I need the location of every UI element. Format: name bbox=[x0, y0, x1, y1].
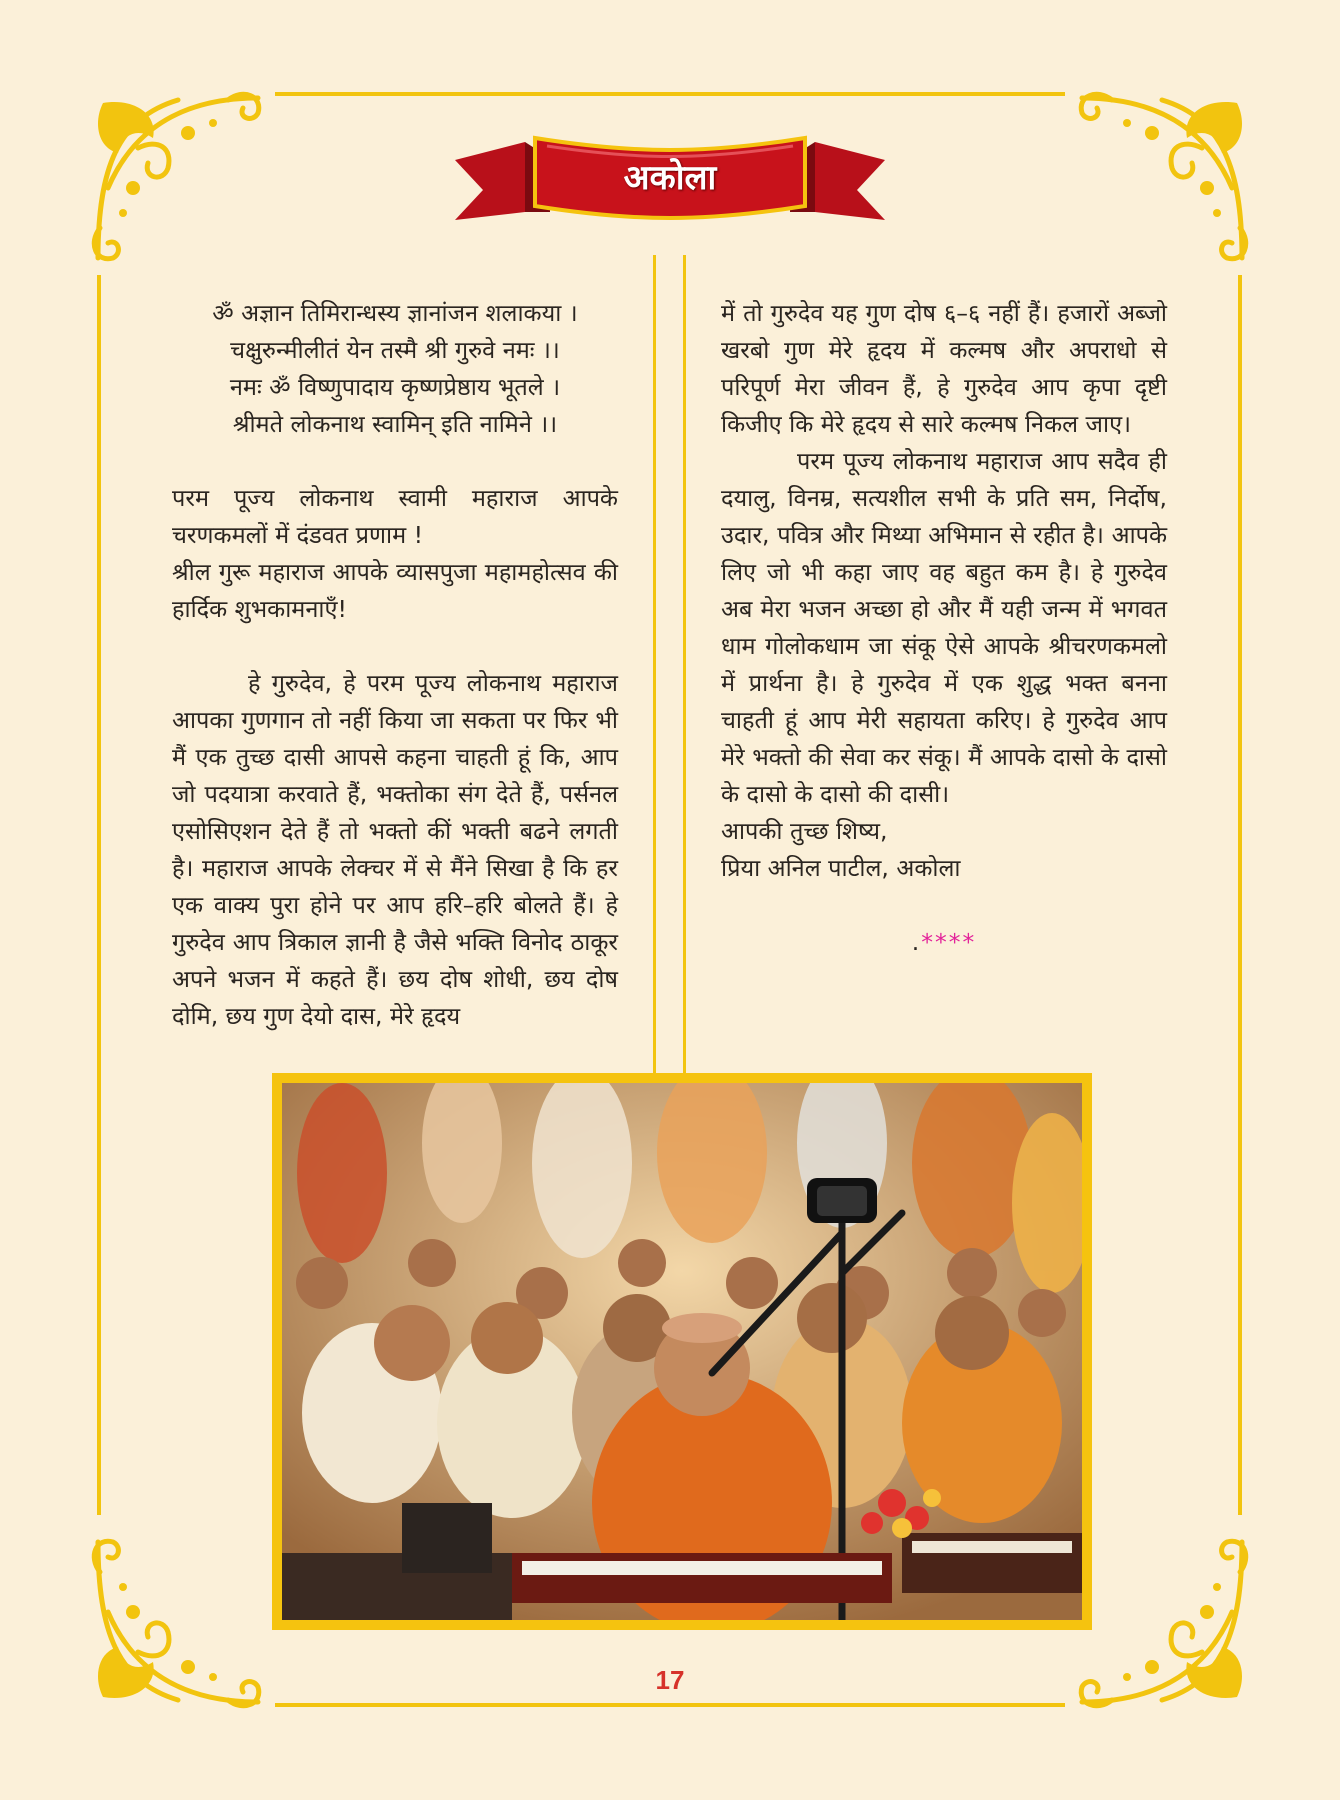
mantra-line: नमः ॐ विष्णुपादाय कृष्णप्रेष्ठाय भूतले । bbox=[229, 373, 561, 401]
divider-dot: . bbox=[911, 928, 922, 956]
frame-right-border bbox=[1238, 275, 1242, 1515]
corner-ornament-icon bbox=[1062, 1522, 1262, 1722]
signature: प्रिया अनिल पाटील, अकोला bbox=[721, 854, 961, 882]
frame-top-border bbox=[275, 92, 1065, 96]
column-divider bbox=[683, 255, 686, 1075]
mantra-line: चक्षुरुन्मीलीतं येन तस्मै श्री गुरुवे नमः ।। bbox=[230, 336, 560, 364]
right-column bbox=[721, 295, 1167, 961]
mantra-block bbox=[172, 295, 618, 443]
mantra-line: ॐ अज्ञान तिमिरान्धस्य ज्ञानांजन शलाकया । bbox=[212, 299, 578, 327]
divider-stars: **** bbox=[921, 928, 977, 956]
frame-bottom-border bbox=[275, 1703, 1065, 1707]
frame-left-border bbox=[97, 275, 101, 1515]
body-paragraph: परम पूज्य लोकनाथ महाराज आप सदैव ही दयालु, विनम्र, सत्यशील सभी के प्रति सम, निर्दोष, उदार, पवित्र और मिथ्या अभिमान से रहीत है। आपके लिए जो भी कहा जाए वह बहुत कम है। हे गुरुदेव अब मेरा भजन अच्छा हो और मैं यही जन्म में भगवत धाम गोलोकधाम जा संकू ऐसे आपके श्रीचरणकमलो में प्रार्थना है। हे गुरुदेव में एक शुद्ध भक्त बनना चाहती हूं आप मेरी सहायता करिए। हे गुरुदेव आप मेरे भक्तो की सेवा कर संकू। मैं आपके दासो के दासो के दासो के दासो की दासी। bbox=[721, 447, 1167, 808]
greeting-paragraph: परम पूज्य लोकनाथ स्वामी महाराज आपके चरणकमलों में दंडवत प्रणाम ! bbox=[172, 484, 618, 549]
corner-ornament-icon bbox=[78, 78, 278, 278]
page-number: 17 bbox=[655, 1665, 685, 1695]
kirtan-photo-illustration bbox=[282, 1083, 1082, 1620]
kirtan-photo bbox=[282, 1083, 1082, 1620]
left-column bbox=[172, 295, 618, 1035]
mantra-line: श्रीमते लोकनाथ स्वामिन् इति नामिने ।। bbox=[232, 410, 558, 438]
body-paragraph: हे गुरुदेव, हे परम पूज्य लोकनाथ महाराज आपका गुणगान तो नहीं किया जा सकता पर फिर भी मैं एक तुच्छ दासी आपसे कहना चाहती हूं कि, आप जो पदयात्रा करवाते हैं, भक्तोका संग देते हैं, पर्सनल एसोसिएशन देते हैं तो भक्तो कीं भक्ती बढने लगती है। महाराज आपके लेक्चर में से मैंने सिखा है कि हर एक वाक्य पुरा होने पर आप हरि–हरि बोलते हैं। हे गुरुदेव आप त्रिकाल ज्ञानी है जैसे भक्ति विनोद ठाकूर अपने भजन में कहते हैं। छय दोष शोधी, छय दोष दोमि, छय गुण देयो दास, मेरे हृदय bbox=[172, 669, 618, 1030]
page-title: अकोला bbox=[623, 158, 717, 198]
column-divider bbox=[653, 255, 656, 1075]
closing-line: आपकी तुच्छ शिष्य, bbox=[721, 817, 888, 845]
section-divider bbox=[721, 924, 1167, 961]
body-paragraph: में तो गुरुदेव यह गुण दोष ६–६ नहीं हैं। हजारों अब्जो खरबो गुण मेरे हृदय में कल्मष और अपराधो से परिपूर्ण मेरा जीवन हैं, हे गुरुदेव आप कृपा दृष्टी किजीए कि मेरे हृदय से सारे कल्मष निकल जाए। bbox=[721, 299, 1167, 438]
greeting-paragraph: श्रील गुरू महाराज आपके व्यासपुजा महामहोत्सव की हार्दिक शुभकामनाएँ! bbox=[172, 558, 618, 623]
corner-ornament-icon bbox=[78, 1522, 278, 1722]
corner-ornament-icon bbox=[1062, 78, 1262, 278]
